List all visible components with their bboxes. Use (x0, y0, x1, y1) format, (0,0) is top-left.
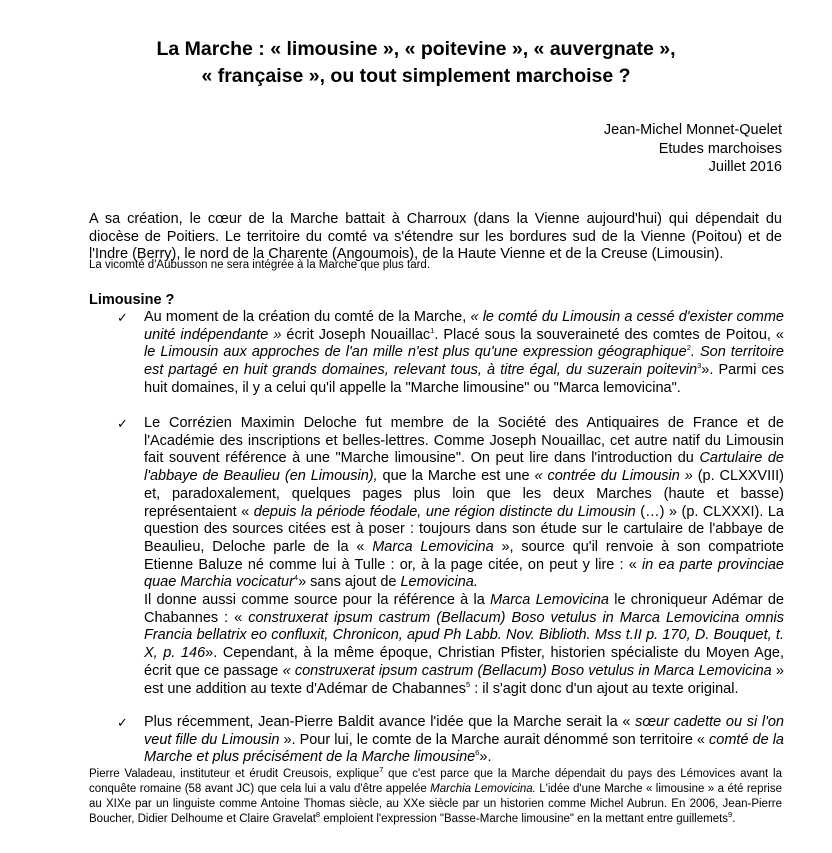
check-icon: ✓ (117, 715, 128, 730)
footnote-ref-3: 3 (697, 361, 702, 371)
footnote-ref-2: 2 (686, 343, 691, 353)
footnote-ref-8: 8 (315, 810, 321, 820)
title-line-2: « française », ou tout simplement marchoise ? (201, 65, 631, 87)
intro-note: La vicomté d'Aubusson ne sera intégrée à la Marche que plus tard. (89, 259, 431, 271)
check-icon: ✓ (117, 310, 128, 325)
bullet-item-3: Plus récemment, Jean-Pierre Baldit avance l'idée que la Marche serait la « sœur cadette ou si l'on veut fille du Limousin ». Pour lui, le comte de la Marche aurait dénommé son territoire « comté de la Marche et plus précisément de la Marche limousine$^6$». (144, 714, 784, 766)
bullet-item-2: Le Corrézien Maximin Deloche fut membre de la Société des Antiquaires de France et de l'Académie des inscriptions et belles-lettres. Comme Joseph Nouaillac, cet autre natif du Limousin fait souvent référence à une "Marche limousine". On peut lire dans l'introduction du Cartulaire de l'abbaye de Beaulieu (en Limousin), que la Marche est une « contrée du Limousin » (p. CLXXVIII) et, paradoxalement, quelques pages plus loin que les deux Marches (haute et basse) représentaient « depuis la période féodale, une région distincte du Limousin (…) » (p. CLXXXI). La question des sources citées est à poser : toujours dans son étude sur le cartulaire de l'abbaye de Beaulieu, Deloche parle de la « Marca Lemovicina », source qu'il renvoie à son compatriote Etienne Baluze né comme lui à Tulle : or, à la page citée, on peut y lire : « in ea parte provinciae quae Marchia vocicatur$^4$» sans ajout de Lemovicina. Il donne aussi comme source pour la référence à la Marca Lemovicina le chroniqueur Adémar de Chabannes : « construxerat ipsum castrum (Bellacum) Boso vetulus in Marca Lemovicina omnis Francia bellatrix eo confluxit, Chronicon, apud Ph Labb. Nov. Biblioth. Mss t.II p. 170, D. Bouquet, t. X, p. 146». Cependant, à la même époque, Christian Pfister, historien spécialiste du Moyen Age, écrit que ce passage « construxerat ipsum castrum (Bellacum) Boso vetulus in Marca Lemovicina » est une addition au texte d'Adémar de Chabannes$^5$ : il s'agit donc d'un ajout au texte original. (144, 415, 785, 697)
author-name: Jean-Michel Monnet-Quelet (603, 122, 782, 138)
intro-paragraph: A sa création, le cœur de la Marche battait à Charroux (dans la Vienne aujourd'hui) qui dépendait du diocèse de Poitiers. Le territoire du comté va s'étendre sur les bordures sud de la Vienne (Poitou) et de l'Indre (Berry), le nord de la Charente (Angoumois), de la Haute Vienne et de la Creuse (Limousin). (89, 211, 782, 263)
section-heading: Limousine ? (89, 292, 175, 308)
author-date: Juillet 2016 (708, 159, 782, 175)
author-org: Etudes marchoises (658, 140, 782, 157)
footnote-ref-5: 5 (466, 679, 471, 689)
bullet-item-1: Au moment de la création du comté de la Marche, « le comté du Limousin a cessé d'exister comme unité indépendante » écrit Joseph Nouaillac$^1$. Placé sous la souveraineté des comtes de Poitou, « le Limousin aux approches de l'an mille n'est plus qu'une expression géographique$^2$. Son territoire est partagé en huit grands domaines, relevant tous, à titre égal, du suzerain poitevin$^3$». Parmi ces huit domaines, il y a celui qu'il appelle la "Marche limousine" ou "Marca lemovicina". (144, 309, 784, 396)
footnote-ref-1: 1 (430, 325, 435, 335)
footnote-ref-7: 7 (379, 765, 384, 775)
document-title (0, 36, 832, 90)
check-icon: ✓ (117, 416, 128, 431)
closing-paragraph: Pierre Valadeau, instituteur et érudit Creusois, explique$^7$ que c'est parce que la Marche dépendait du pays des Lémovices avant la conquête romaine (58 avant JC) que cela lui a valu d'être appelée Marchia Lemovicina. L'idée d'une Marche « limousine » a été reprise au XIXe par un linguiste comme Antoine Thomas siècle, au XXe siècle par un historien comme Michel Aubrun. En 2006, Jean-Pierre Boucher, Didier Delhoume et Claire Gravelat$^8$ emploient l'expression "Basse-Marche limousine" en la mettant entre guillemets$^9$. (89, 765, 782, 825)
footnote-ref-9: 9 (728, 810, 733, 820)
footnote-ref-6: 6 (475, 748, 480, 758)
author-block (604, 121, 782, 177)
footnote-ref-4: 4 (293, 573, 299, 583)
title-line-1: La Marche : « limousine », « poitevine », « auvergnate », (156, 38, 676, 60)
